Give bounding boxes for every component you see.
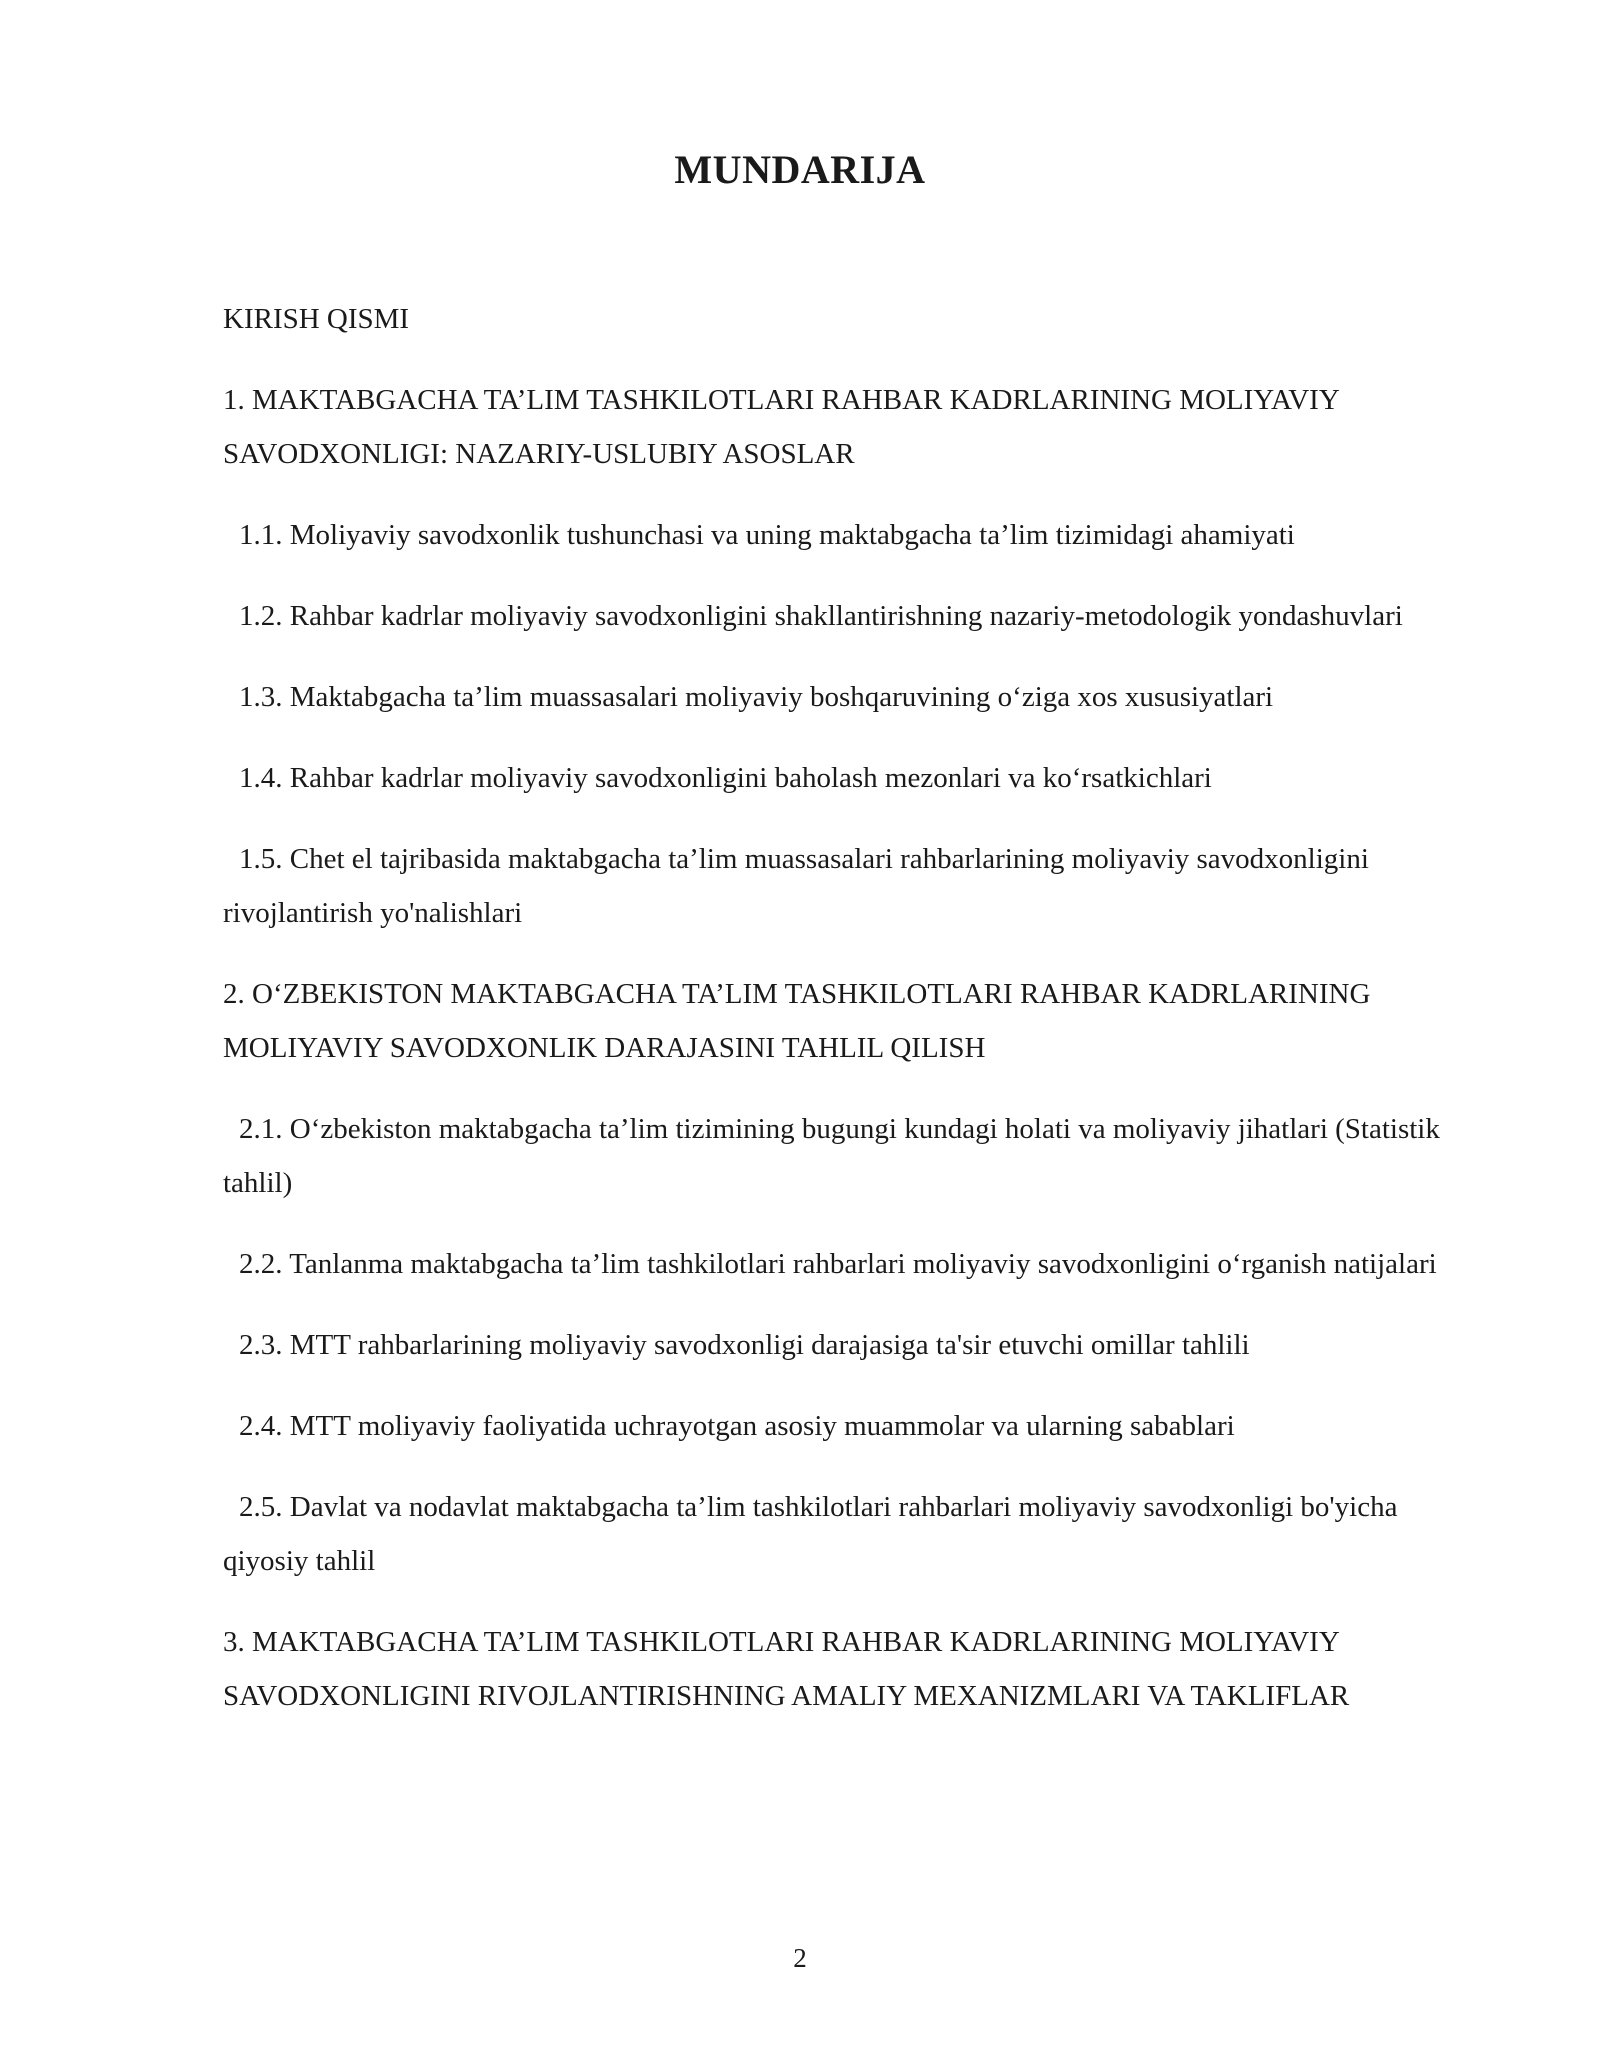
toc-entry-section-2-1: 2.1. O‘zbekiston maktabgacha ta’lim tizimining bugungi kundagi holati va moliyaviy jihatlari (Statistik tahlil)	[223, 1113, 1440, 1199]
toc-entry-chapter-1: 1. MAKTABGACHA TA’LIM TASHKILOTLARI RAHBAR KADRLARINING MOLIYAVIY SAVODXONLIGI: NAZARIY-USLUBIY ASOSLAR	[223, 384, 1339, 470]
toc-entry-section-2-5: 2.5. Davlat va nodavlat maktabgacha ta’lim tashkilotlari rahbarlari moliyaviy savodxonligi bo'yicha qiyosiy tahlil	[223, 1491, 1398, 1577]
table-of-contents	[223, 292, 1483, 1750]
page-title: MUNDARIJA	[674, 147, 926, 192]
toc-entry-section-2-2: 2.2. Tanlanma maktabgacha ta’lim tashkilotlari rahbarlari moliyaviy savodxonligini o‘rganish natijalari	[239, 1248, 1437, 1280]
toc-entry-introduction: KIRISH QISMI	[223, 303, 410, 335]
toc-entry-section-2-3: 2.3. MTT rahbarlarining moliyaviy savodxonligi darajasiga ta'sir etuvchi omillar tahlili	[239, 1329, 1250, 1361]
toc-entry-section-1-5: 1.5. Chet el tajribasida maktabgacha ta’lim muassasalari rahbarlarining moliyaviy savodxonligini rivojlantirish yo'nalishlari	[223, 843, 1369, 929]
toc-entry-section-1-2: 1.2. Rahbar kadrlar moliyaviy savodxonligini shakllantirishning nazariy-metodologik yondashuvlari	[239, 600, 1403, 632]
page-number: 2	[793, 1943, 807, 1973]
toc-entry-chapter-3: 3. MAKTABGACHA TA’LIM TASHKILOTLARI RAHBAR KADRLARINING MOLIYAVIY SAVODXONLIGINI RIVOJLANTIRISHNING AMALIY MEXANIZMLARI VA TAKLIFLAR	[223, 1626, 1350, 1712]
toc-entry-section-1-4: 1.4. Rahbar kadrlar moliyaviy savodxonligini baholash mezonlari va ko‘rsatkichlari	[239, 762, 1212, 794]
toc-entry-chapter-2: 2. O‘ZBEKISTON MAKTABGACHA TA’LIM TASHKILOTLARI RAHBAR KADRLARINING MOLIYAVIY SAVODXONLIK DARAJASINI TAHLIL QILISH	[223, 978, 1371, 1064]
toc-entry-section-1-3: 1.3. Maktabgacha ta’lim muassasalari moliyaviy boshqaruvining o‘ziga xos xususiyatlari	[239, 681, 1274, 713]
toc-entry-section-1-1: 1.1. Moliyaviy savodxonlik tushunchasi va uning maktabgacha ta’lim tizimidagi ahamiyati	[239, 519, 1295, 551]
toc-entry-section-2-4: 2.4. MTT moliyaviy faoliyatida uchrayotgan asosiy muammolar va ularning sabablari	[239, 1410, 1235, 1442]
